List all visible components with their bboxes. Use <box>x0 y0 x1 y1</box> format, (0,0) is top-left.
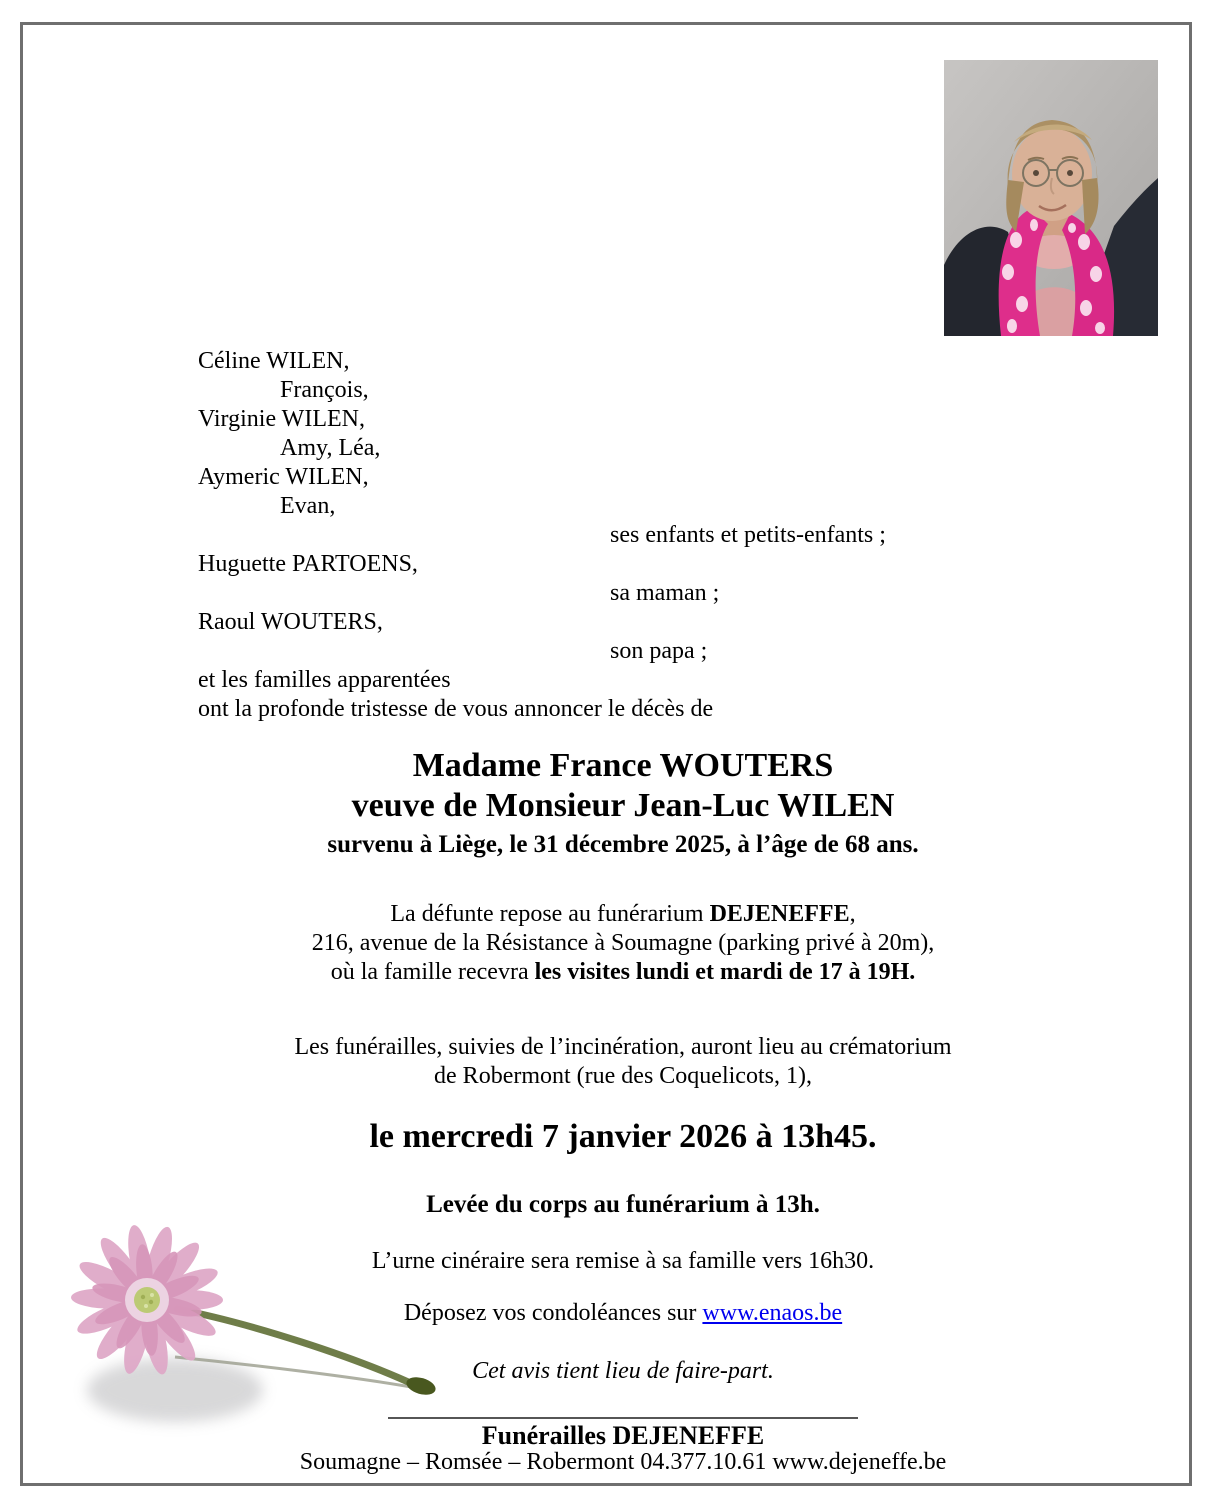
faire-part-notice: Cet avis tient lieu de faire-part. <box>472 1358 774 1384</box>
visit-text: où la famille recevra <box>330 959 535 985</box>
levee-du-corps: Levée du corps au funérarium à 13h. <box>426 1191 820 1218</box>
repose-paragraph <box>36 900 1210 987</box>
family-relation-label: ses enfants et petits-enfants ; <box>610 522 886 548</box>
ceremony-datetime: le mercredi 7 janvier 2026 à 13h45. <box>369 1118 877 1155</box>
repose-line-1 <box>36 900 1210 929</box>
family-line: François, <box>280 377 369 403</box>
announcement-intro: ont la profonde tristesse de vous annoncer le décès de <box>198 696 714 722</box>
deceased-name: Madame France WOUTERS <box>412 747 834 784</box>
repose-text: , <box>849 901 856 927</box>
footer-separator-line <box>388 1417 858 1419</box>
urn-info: L’urne cinéraire sera remise à sa famille vers 16h30. <box>371 1248 875 1274</box>
family-line: et les familles apparentées <box>198 667 451 693</box>
deceased-relation: veuve de Monsieur Jean-Luc WILEN <box>351 787 895 824</box>
family-line: Virginie WILEN, <box>198 406 365 432</box>
funeral-home-footer-name: Funérailles DEJENEFFE <box>481 1421 765 1450</box>
family-line: Céline WILEN, <box>198 348 350 374</box>
family-line: Aymeric WILEN, <box>198 464 369 490</box>
family-relation-label: son papa ; <box>610 638 708 664</box>
portrait-photo-graphic <box>944 60 1158 336</box>
condolences-text: Déposez vos condoléances sur <box>403 1300 703 1326</box>
repose-text: La défunte repose au funérarium <box>390 901 710 927</box>
family-names-block <box>198 347 886 724</box>
ceremony-paragraph <box>36 1033 1210 1091</box>
family-line: Raoul WOUTERS, <box>198 609 383 635</box>
death-info: survenu à Liège, le 31 décembre 2025, à l’âge de 68 ans. <box>327 831 919 858</box>
ceremony-line-1: Les funérailles, suivies de l’incinération, auront lieu au crématorium <box>294 1034 952 1060</box>
visit-hours: les visites lundi et mardi de 17 à 19H. <box>534 959 916 985</box>
funeral-home-name: DEJENEFFE <box>709 901 850 927</box>
visit-hours-line <box>36 958 1210 987</box>
ceremony-line-2: de Robermont (rue des Coquelicots, 1), <box>434 1063 812 1089</box>
funeral-home-contact: Soumagne – Romsée – Robermont 04.377.10.61 www.dejeneffe.be <box>299 1449 947 1475</box>
family-line: Amy, Léa, <box>280 435 381 461</box>
deceased-title <box>36 746 1210 826</box>
family-line: Evan, <box>280 493 336 519</box>
family-line: Huguette PARTOENS, <box>198 551 418 577</box>
enaos-link[interactable]: www.enaos.be <box>702 1300 843 1326</box>
portrait-photo <box>944 60 1158 336</box>
repose-address: 216, avenue de la Résistance à Soumagne (parking privé à 20m), <box>311 930 935 956</box>
family-relation-label: sa maman ; <box>610 580 720 606</box>
condolences-line <box>36 1299 1210 1328</box>
